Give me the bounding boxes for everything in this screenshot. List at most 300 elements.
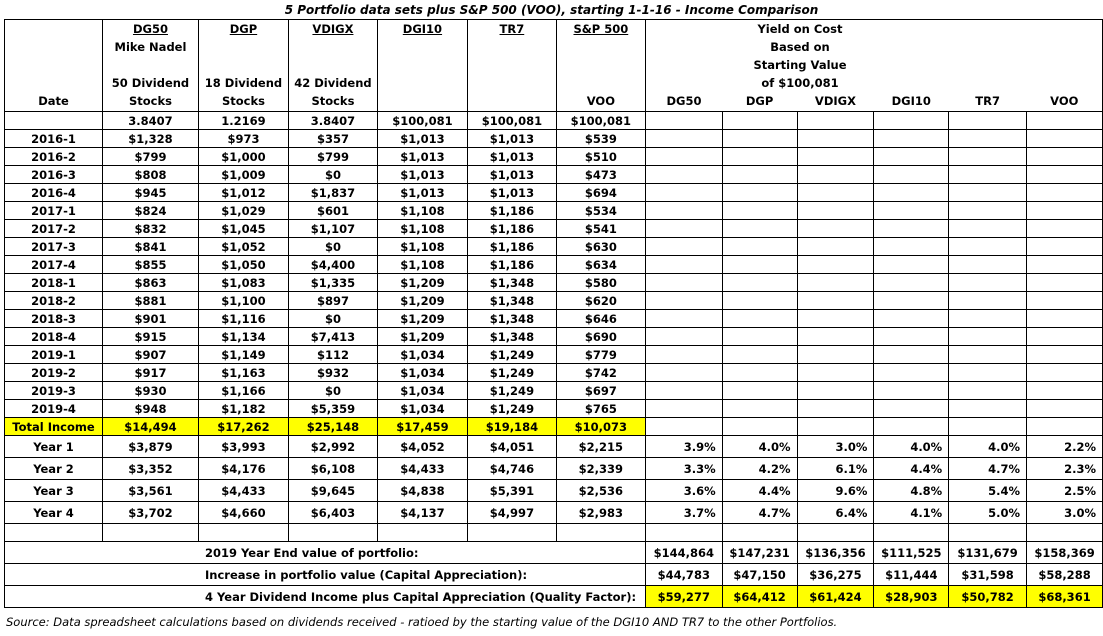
column-header-name: DGP bbox=[229, 22, 258, 36]
dividend-cell: $1,013 bbox=[467, 184, 556, 202]
dividend-cell: $1,100 bbox=[198, 292, 288, 310]
yoc-column-label: DG50 bbox=[666, 94, 702, 108]
column-header-sub: Stocks bbox=[128, 94, 172, 108]
dividend-cell: $1,034 bbox=[377, 364, 467, 382]
empty-cell bbox=[722, 112, 797, 130]
year-income-cell: $3,352 bbox=[102, 458, 198, 480]
quarter-row bbox=[5, 130, 1103, 148]
empty-cell bbox=[797, 328, 874, 346]
initial-value-cell: 1.2169 bbox=[198, 112, 288, 130]
empty-cell bbox=[722, 238, 797, 256]
date-cell: 2016-1 bbox=[5, 130, 103, 148]
empty-cell bbox=[645, 184, 722, 202]
year-income-cell: $3,702 bbox=[102, 502, 198, 524]
total-income-cell: $14,494 bbox=[102, 418, 198, 436]
date-cell: 2019-4 bbox=[5, 400, 103, 418]
date-cell: 2017-4 bbox=[5, 256, 103, 274]
dividend-cell: $697 bbox=[556, 382, 645, 400]
empty-cell bbox=[1027, 166, 1103, 184]
empty-cell bbox=[949, 274, 1027, 292]
quarter-row bbox=[5, 346, 1103, 364]
empty-cell bbox=[1027, 274, 1103, 292]
quarter-row bbox=[5, 148, 1103, 166]
yoc-column-label: DGI10 bbox=[891, 94, 931, 108]
yield-on-cost-cell: 3.0% bbox=[1027, 502, 1103, 524]
total-income-cell: $25,148 bbox=[288, 418, 377, 436]
date-cell bbox=[5, 112, 103, 130]
dividend-cell: $1,013 bbox=[377, 184, 467, 202]
total-income-row bbox=[5, 418, 1103, 436]
dividend-cell: $1,209 bbox=[377, 310, 467, 328]
year-label: Year 4 bbox=[5, 502, 103, 524]
quarter-row bbox=[5, 292, 1103, 310]
empty-cell bbox=[797, 346, 874, 364]
year-income-cell: $4,660 bbox=[198, 502, 288, 524]
empty-cell bbox=[874, 382, 949, 400]
dividend-cell: $357 bbox=[288, 130, 377, 148]
footer-value-cell: $44,783 bbox=[645, 564, 722, 586]
footer-row bbox=[5, 542, 1103, 564]
yield-on-cost-cell: 2.3% bbox=[1027, 458, 1103, 480]
empty-cell bbox=[467, 524, 556, 542]
dividend-cell: $1,108 bbox=[377, 256, 467, 274]
yoc-column-header bbox=[1027, 20, 1103, 112]
empty-cell bbox=[874, 524, 949, 542]
empty-cell bbox=[797, 148, 874, 166]
dividend-cell: $1,249 bbox=[467, 346, 556, 364]
year-income-cell: $4,137 bbox=[377, 502, 467, 524]
yield-on-cost-cell: 3.7% bbox=[645, 502, 722, 524]
yield-on-cost-title-line: of $100,081 bbox=[761, 76, 839, 90]
dividend-cell: $1,029 bbox=[198, 202, 288, 220]
empty-cell bbox=[949, 184, 1027, 202]
empty-cell bbox=[874, 202, 949, 220]
date-cell: 2019-1 bbox=[5, 346, 103, 364]
yield-on-cost-cell: 4.0% bbox=[722, 436, 797, 458]
empty-cell bbox=[645, 220, 722, 238]
quarter-row bbox=[5, 328, 1103, 346]
dividend-cell: $1,348 bbox=[467, 310, 556, 328]
empty-cell bbox=[645, 130, 722, 148]
yield-on-cost-cell: 3.3% bbox=[645, 458, 722, 480]
empty-cell bbox=[645, 346, 722, 364]
date-cell: 2018-4 bbox=[5, 328, 103, 346]
total-income-cell: $19,184 bbox=[467, 418, 556, 436]
empty-cell bbox=[645, 238, 722, 256]
empty-cell bbox=[645, 328, 722, 346]
dividend-cell: $1,209 bbox=[377, 274, 467, 292]
empty-cell bbox=[722, 418, 797, 436]
empty-cell bbox=[722, 166, 797, 184]
footer-value-cell: $68,361 bbox=[1027, 586, 1103, 608]
dividend-cell: $1,209 bbox=[377, 328, 467, 346]
footer-value-cell: $61,424 bbox=[797, 586, 874, 608]
dividend-cell: $1,335 bbox=[288, 274, 377, 292]
empty-cell bbox=[949, 364, 1027, 382]
empty-cell bbox=[288, 524, 377, 542]
empty-cell bbox=[1027, 524, 1103, 542]
yield-on-cost-cell: 6.1% bbox=[797, 458, 874, 480]
total-income-cell: $17,459 bbox=[377, 418, 467, 436]
dividend-cell: $1,249 bbox=[467, 364, 556, 382]
year-income-cell: $4,051 bbox=[467, 436, 556, 458]
dividend-cell: $832 bbox=[102, 220, 198, 238]
dividend-cell: $1,166 bbox=[198, 382, 288, 400]
column-header-sub: Stocks bbox=[221, 94, 265, 108]
year-income-cell: $5,391 bbox=[467, 480, 556, 502]
empty-cell bbox=[874, 256, 949, 274]
dividend-cell: $901 bbox=[102, 310, 198, 328]
footer-value-cell: $31,598 bbox=[949, 564, 1027, 586]
dividend-cell: $0 bbox=[288, 382, 377, 400]
date-cell: 2016-2 bbox=[5, 148, 103, 166]
yield-on-cost-cell: 2.2% bbox=[1027, 436, 1103, 458]
source-note: Source: Data spreadsheet calculations based on dividends received - ratioed by the starting value of the DGI10 AND TR7 to the other Portfolios. bbox=[6, 615, 838, 629]
yield-on-cost-cell: 4.7% bbox=[722, 502, 797, 524]
date-cell: 2017-1 bbox=[5, 202, 103, 220]
year-label: Year 3 bbox=[5, 480, 103, 502]
total-income-cell: $10,073 bbox=[556, 418, 645, 436]
empty-cell bbox=[645, 292, 722, 310]
column-header-sub: 42 Dividend bbox=[294, 76, 372, 90]
total-income-cell: $17,262 bbox=[198, 418, 288, 436]
dividend-cell: $510 bbox=[556, 148, 645, 166]
quarter-row bbox=[5, 166, 1103, 184]
empty-cell bbox=[874, 310, 949, 328]
column-header-sub: 50 Dividend bbox=[111, 76, 190, 90]
empty-cell bbox=[722, 148, 797, 166]
dividend-cell: $855 bbox=[102, 256, 198, 274]
footer-value-cell: $144,864 bbox=[645, 542, 722, 564]
dividend-cell: $1,116 bbox=[198, 310, 288, 328]
dividend-cell: $799 bbox=[102, 148, 198, 166]
dividend-cell: $1,045 bbox=[198, 220, 288, 238]
footer-value-cell: $36,275 bbox=[797, 564, 874, 586]
empty-cell bbox=[874, 130, 949, 148]
year-label: Year 2 bbox=[5, 458, 103, 480]
footer-value-cell: $11,444 bbox=[874, 564, 949, 586]
empty-cell bbox=[874, 184, 949, 202]
yield-on-cost-cell: 4.0% bbox=[949, 436, 1027, 458]
empty-cell bbox=[874, 328, 949, 346]
empty-cell bbox=[377, 524, 467, 542]
yoc-column-label: TR7 bbox=[975, 94, 1000, 108]
date-cell: 2017-3 bbox=[5, 238, 103, 256]
column-header bbox=[102, 20, 198, 112]
dividend-cell: $742 bbox=[556, 364, 645, 382]
empty-cell bbox=[874, 112, 949, 130]
empty-cell bbox=[874, 148, 949, 166]
empty-cell bbox=[722, 364, 797, 382]
quarter-row bbox=[5, 382, 1103, 400]
dividend-cell: $1,348 bbox=[467, 274, 556, 292]
year-row bbox=[5, 458, 1103, 480]
empty-cell bbox=[645, 202, 722, 220]
dividend-cell: $765 bbox=[556, 400, 645, 418]
empty-cell bbox=[874, 166, 949, 184]
dividend-cell: $1,034 bbox=[377, 400, 467, 418]
empty-cell bbox=[645, 112, 722, 130]
yield-on-cost-cell: 5.4% bbox=[949, 480, 1027, 502]
dividend-cell: $620 bbox=[556, 292, 645, 310]
empty-cell bbox=[645, 382, 722, 400]
empty-cell bbox=[949, 524, 1027, 542]
empty-cell bbox=[874, 238, 949, 256]
empty-cell bbox=[722, 220, 797, 238]
empty-cell bbox=[797, 310, 874, 328]
footer-value-cell: $111,525 bbox=[874, 542, 949, 564]
footer-row bbox=[5, 564, 1103, 586]
yoc-column-label: VDIGX bbox=[814, 94, 856, 108]
dividend-cell: $1,186 bbox=[467, 220, 556, 238]
empty-cell bbox=[1027, 418, 1103, 436]
empty-cell bbox=[949, 148, 1027, 166]
yield-on-cost-cell: 3.9% bbox=[645, 436, 722, 458]
dividend-cell: $1,186 bbox=[467, 256, 556, 274]
empty-cell bbox=[797, 112, 874, 130]
dividend-cell: $1,108 bbox=[377, 202, 467, 220]
column-header-sub: Stocks bbox=[311, 94, 355, 108]
empty-cell bbox=[722, 184, 797, 202]
total-income-label: Total Income bbox=[5, 418, 103, 436]
dividend-cell: $1,108 bbox=[377, 238, 467, 256]
empty-cell bbox=[949, 112, 1027, 130]
date-cell: 2018-3 bbox=[5, 310, 103, 328]
quarter-row bbox=[5, 256, 1103, 274]
dividend-cell: $881 bbox=[102, 292, 198, 310]
quarter-row bbox=[5, 184, 1103, 202]
empty-cell bbox=[949, 130, 1027, 148]
column-header bbox=[467, 20, 556, 112]
empty-cell bbox=[722, 274, 797, 292]
yield-on-cost-title-line: Based on bbox=[770, 40, 830, 54]
yield-on-cost-cell: 3.0% bbox=[797, 436, 874, 458]
year-income-cell: $2,215 bbox=[556, 436, 645, 458]
dividend-cell: $799 bbox=[288, 148, 377, 166]
yield-on-cost-cell: 3.6% bbox=[645, 480, 722, 502]
empty-cell bbox=[949, 346, 1027, 364]
empty-cell bbox=[949, 292, 1027, 310]
year-income-cell: $4,997 bbox=[467, 502, 556, 524]
dividend-cell: $1,013 bbox=[377, 148, 467, 166]
dividend-cell: $1,134 bbox=[198, 328, 288, 346]
dividend-cell: $1,000 bbox=[198, 148, 288, 166]
empty-cell bbox=[949, 256, 1027, 274]
column-header-name: VDIGX bbox=[312, 22, 354, 36]
empty-cell bbox=[1027, 346, 1103, 364]
date-cell: 2019-2 bbox=[5, 364, 103, 382]
empty-cell bbox=[797, 274, 874, 292]
quarter-row bbox=[5, 202, 1103, 220]
empty-cell bbox=[949, 418, 1027, 436]
empty-cell bbox=[949, 400, 1027, 418]
dividend-cell: $1,186 bbox=[467, 202, 556, 220]
empty-cell bbox=[645, 256, 722, 274]
column-header-sub: Mike Nadel bbox=[114, 40, 187, 54]
empty-cell bbox=[722, 292, 797, 310]
dividend-cell: $580 bbox=[556, 274, 645, 292]
empty-cell bbox=[102, 524, 198, 542]
footer-value-cell: $58,288 bbox=[1027, 564, 1103, 586]
date-cell: 2016-3 bbox=[5, 166, 103, 184]
date-cell: 2016-4 bbox=[5, 184, 103, 202]
dividend-cell: $1,009 bbox=[198, 166, 288, 184]
year-income-cell: $4,746 bbox=[467, 458, 556, 480]
dividend-cell: $601 bbox=[288, 202, 377, 220]
dividend-cell: $1,013 bbox=[377, 166, 467, 184]
column-header-name: TR7 bbox=[499, 22, 525, 36]
dividend-cell: $1,013 bbox=[467, 148, 556, 166]
date-cell: 2019-3 bbox=[5, 382, 103, 400]
dividend-cell: $646 bbox=[556, 310, 645, 328]
yield-on-cost-title bbox=[700, 20, 900, 92]
dividend-cell: $5,359 bbox=[288, 400, 377, 418]
empty-cell bbox=[722, 130, 797, 148]
footer-value-cell: $136,356 bbox=[797, 542, 874, 564]
initial-row bbox=[5, 112, 1103, 130]
quarter-row bbox=[5, 310, 1103, 328]
dividend-cell: $897 bbox=[288, 292, 377, 310]
empty-cell bbox=[949, 166, 1027, 184]
empty-cell bbox=[722, 524, 797, 542]
footer-value-cell: $158,369 bbox=[1027, 542, 1103, 564]
empty-cell bbox=[645, 274, 722, 292]
dividend-cell: $915 bbox=[102, 328, 198, 346]
dividend-cell: $1,163 bbox=[198, 364, 288, 382]
dividend-cell: $917 bbox=[102, 364, 198, 382]
quarter-row bbox=[5, 274, 1103, 292]
empty-cell bbox=[1027, 220, 1103, 238]
empty-cell bbox=[1027, 148, 1103, 166]
column-header bbox=[198, 20, 288, 112]
yield-on-cost-cell: 9.6% bbox=[797, 480, 874, 502]
year-income-cell: $2,983 bbox=[556, 502, 645, 524]
empty-cell bbox=[1027, 382, 1103, 400]
dividend-cell: $630 bbox=[556, 238, 645, 256]
empty-cell bbox=[645, 418, 722, 436]
header-row bbox=[5, 20, 1103, 112]
date-cell: 2018-1 bbox=[5, 274, 103, 292]
dividend-cell: $779 bbox=[556, 346, 645, 364]
empty-cell bbox=[797, 292, 874, 310]
empty-cell bbox=[797, 130, 874, 148]
empty-cell bbox=[797, 524, 874, 542]
initial-value-cell: 3.8407 bbox=[102, 112, 198, 130]
dividend-cell: $112 bbox=[288, 346, 377, 364]
dividend-cell: $690 bbox=[556, 328, 645, 346]
quarter-row bbox=[5, 238, 1103, 256]
empty-cell bbox=[797, 400, 874, 418]
dividend-cell: $634 bbox=[556, 256, 645, 274]
dividend-cell: $1,837 bbox=[288, 184, 377, 202]
dividend-cell: $1,328 bbox=[102, 130, 198, 148]
dividend-cell: $0 bbox=[288, 310, 377, 328]
year-income-cell: $4,433 bbox=[198, 480, 288, 502]
year-income-cell: $2,536 bbox=[556, 480, 645, 502]
empty-cell bbox=[1027, 400, 1103, 418]
empty-cell bbox=[949, 310, 1027, 328]
year-income-cell: $6,403 bbox=[288, 502, 377, 524]
dividend-cell: $808 bbox=[102, 166, 198, 184]
empty-cell bbox=[722, 310, 797, 328]
yoc-column-header bbox=[949, 20, 1027, 112]
empty-cell bbox=[1027, 256, 1103, 274]
dividend-cell: $534 bbox=[556, 202, 645, 220]
empty-cell bbox=[797, 166, 874, 184]
empty-cell bbox=[797, 418, 874, 436]
dividend-cell: $824 bbox=[102, 202, 198, 220]
footer-label: 4 Year Dividend Income plus Capital Appreciation (Quality Factor): bbox=[5, 586, 646, 608]
empty-cell bbox=[1027, 310, 1103, 328]
empty-cell bbox=[645, 400, 722, 418]
footer-value-cell: $64,412 bbox=[722, 586, 797, 608]
dividend-cell: $1,107 bbox=[288, 220, 377, 238]
empty-cell bbox=[874, 364, 949, 382]
date-cell: 2018-2 bbox=[5, 292, 103, 310]
column-header-name: DGI10 bbox=[402, 22, 443, 36]
column-header bbox=[377, 20, 467, 112]
date-cell: 2017-2 bbox=[5, 220, 103, 238]
quarter-row bbox=[5, 400, 1103, 418]
yoc-column-label: DGP bbox=[745, 94, 774, 108]
dividend-cell: $1,249 bbox=[467, 382, 556, 400]
empty-cell bbox=[1027, 130, 1103, 148]
empty-cell bbox=[1027, 238, 1103, 256]
dividend-cell: $1,182 bbox=[198, 400, 288, 418]
dividend-cell: $930 bbox=[102, 382, 198, 400]
quarter-row bbox=[5, 220, 1103, 238]
empty-cell bbox=[874, 346, 949, 364]
dividend-cell: $1,013 bbox=[377, 130, 467, 148]
year-income-cell: $4,052 bbox=[377, 436, 467, 458]
initial-value-cell: $100,081 bbox=[556, 112, 645, 130]
dividend-cell: $0 bbox=[288, 166, 377, 184]
empty-cell bbox=[874, 220, 949, 238]
year-row bbox=[5, 436, 1103, 458]
empty-cell bbox=[722, 400, 797, 418]
empty-cell bbox=[722, 328, 797, 346]
footer-value-cell: $47,150 bbox=[722, 564, 797, 586]
column-header-name: S&P 500 bbox=[573, 22, 629, 36]
dividend-cell: $1,186 bbox=[467, 238, 556, 256]
empty-cell bbox=[645, 310, 722, 328]
year-income-cell: $3,561 bbox=[102, 480, 198, 502]
footer-label: Increase in portfolio value (Capital Appreciation): bbox=[5, 564, 646, 586]
dividend-cell: $1,050 bbox=[198, 256, 288, 274]
empty-cell bbox=[949, 202, 1027, 220]
year-income-cell: $4,433 bbox=[377, 458, 467, 480]
empty-cell bbox=[949, 328, 1027, 346]
empty-cell bbox=[1027, 364, 1103, 382]
yield-on-cost-title-line: Starting Value bbox=[753, 58, 847, 72]
year-row bbox=[5, 502, 1103, 524]
footer-row bbox=[5, 586, 1103, 608]
empty-cell bbox=[645, 524, 722, 542]
empty-cell bbox=[198, 524, 288, 542]
empty-cell bbox=[1027, 328, 1103, 346]
yield-on-cost-cell: 2.5% bbox=[1027, 480, 1103, 502]
dividend-cell: $932 bbox=[288, 364, 377, 382]
dividend-cell: $1,012 bbox=[198, 184, 288, 202]
dividend-cell: $4,400 bbox=[288, 256, 377, 274]
empty-cell bbox=[949, 382, 1027, 400]
dividend-cell: $1,083 bbox=[198, 274, 288, 292]
year-row bbox=[5, 480, 1103, 502]
empty-cell bbox=[949, 238, 1027, 256]
dividend-cell: $1,149 bbox=[198, 346, 288, 364]
dividend-cell: $539 bbox=[556, 130, 645, 148]
dividend-cell: $1,348 bbox=[467, 328, 556, 346]
